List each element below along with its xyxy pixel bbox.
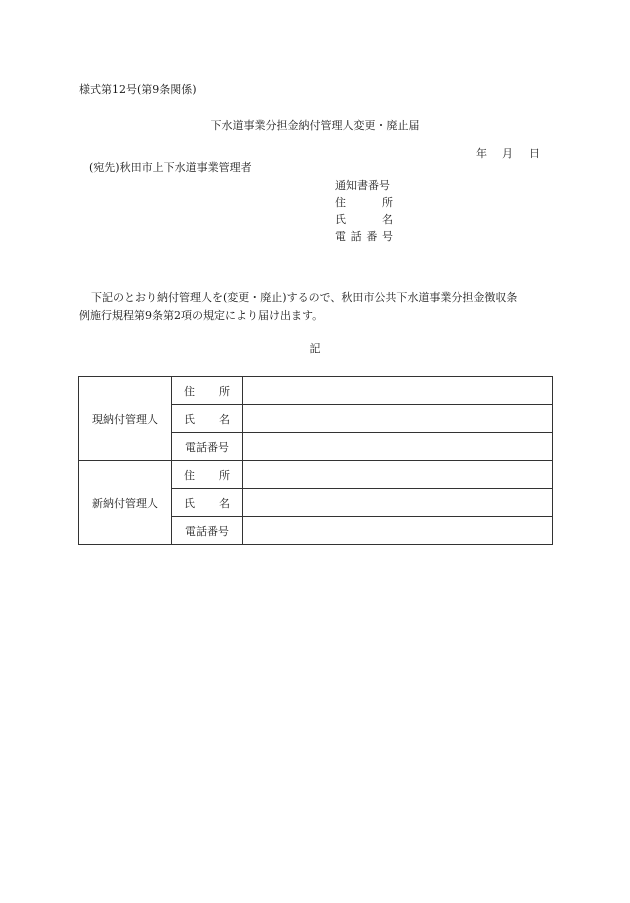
sender-phone-label: 電 話 番 号 <box>335 230 393 243</box>
current-name-label: 氏 名 <box>172 405 243 433</box>
new-address-label: 住 所 <box>172 461 243 489</box>
date-month-label: 月 <box>502 147 513 160</box>
current-phone-label: 電話番号 <box>172 433 243 461</box>
new-phone-field[interactable] <box>243 517 553 545</box>
new-phone-label: 電話番号 <box>172 517 243 545</box>
table-row <box>79 377 553 405</box>
date-day-label: 日 <box>529 147 540 160</box>
table-row <box>79 461 553 489</box>
ki-heading: 記 <box>309 342 321 355</box>
date-year-label: 年 <box>476 147 487 160</box>
document-title: 下水道事業分担金納付管理人変更・廃止届 <box>210 119 420 132</box>
notice-number-row <box>335 177 393 194</box>
manager-table <box>78 376 553 545</box>
addressee: (宛先)秋田市上下水道事業管理者 <box>89 161 252 174</box>
sender-block <box>335 177 393 245</box>
body-text <box>79 289 559 325</box>
current-address-field[interactable] <box>243 377 553 405</box>
current-manager-label: 現納付管理人 <box>79 377 172 461</box>
form-number: 様式第12号(第9条関係) <box>79 83 197 96</box>
sender-address-row <box>335 194 393 211</box>
current-phone-field[interactable] <box>243 433 553 461</box>
current-address-label: 住 所 <box>172 377 243 405</box>
date-line <box>476 145 540 161</box>
current-name-field[interactable] <box>243 405 553 433</box>
new-manager-label: 新納付管理人 <box>79 461 172 545</box>
body-line-2: 例施行規程第9条第2項の規定により届け出ます。 <box>79 309 324 322</box>
sender-address-label: 住 所 <box>335 196 393 209</box>
notice-number-label: 通知書番号 <box>335 179 390 192</box>
new-name-field[interactable] <box>243 489 553 517</box>
new-address-field[interactable] <box>243 461 553 489</box>
new-name-label: 氏 名 <box>172 489 243 517</box>
sender-name-label: 氏 名 <box>335 213 393 226</box>
sender-name-row <box>335 211 393 228</box>
body-line-1: 下記のとおり納付管理人を(変更・廃止)するので、秋田市公共下水道事業分担金徴収条 <box>91 291 518 304</box>
sender-phone-row <box>335 228 393 245</box>
